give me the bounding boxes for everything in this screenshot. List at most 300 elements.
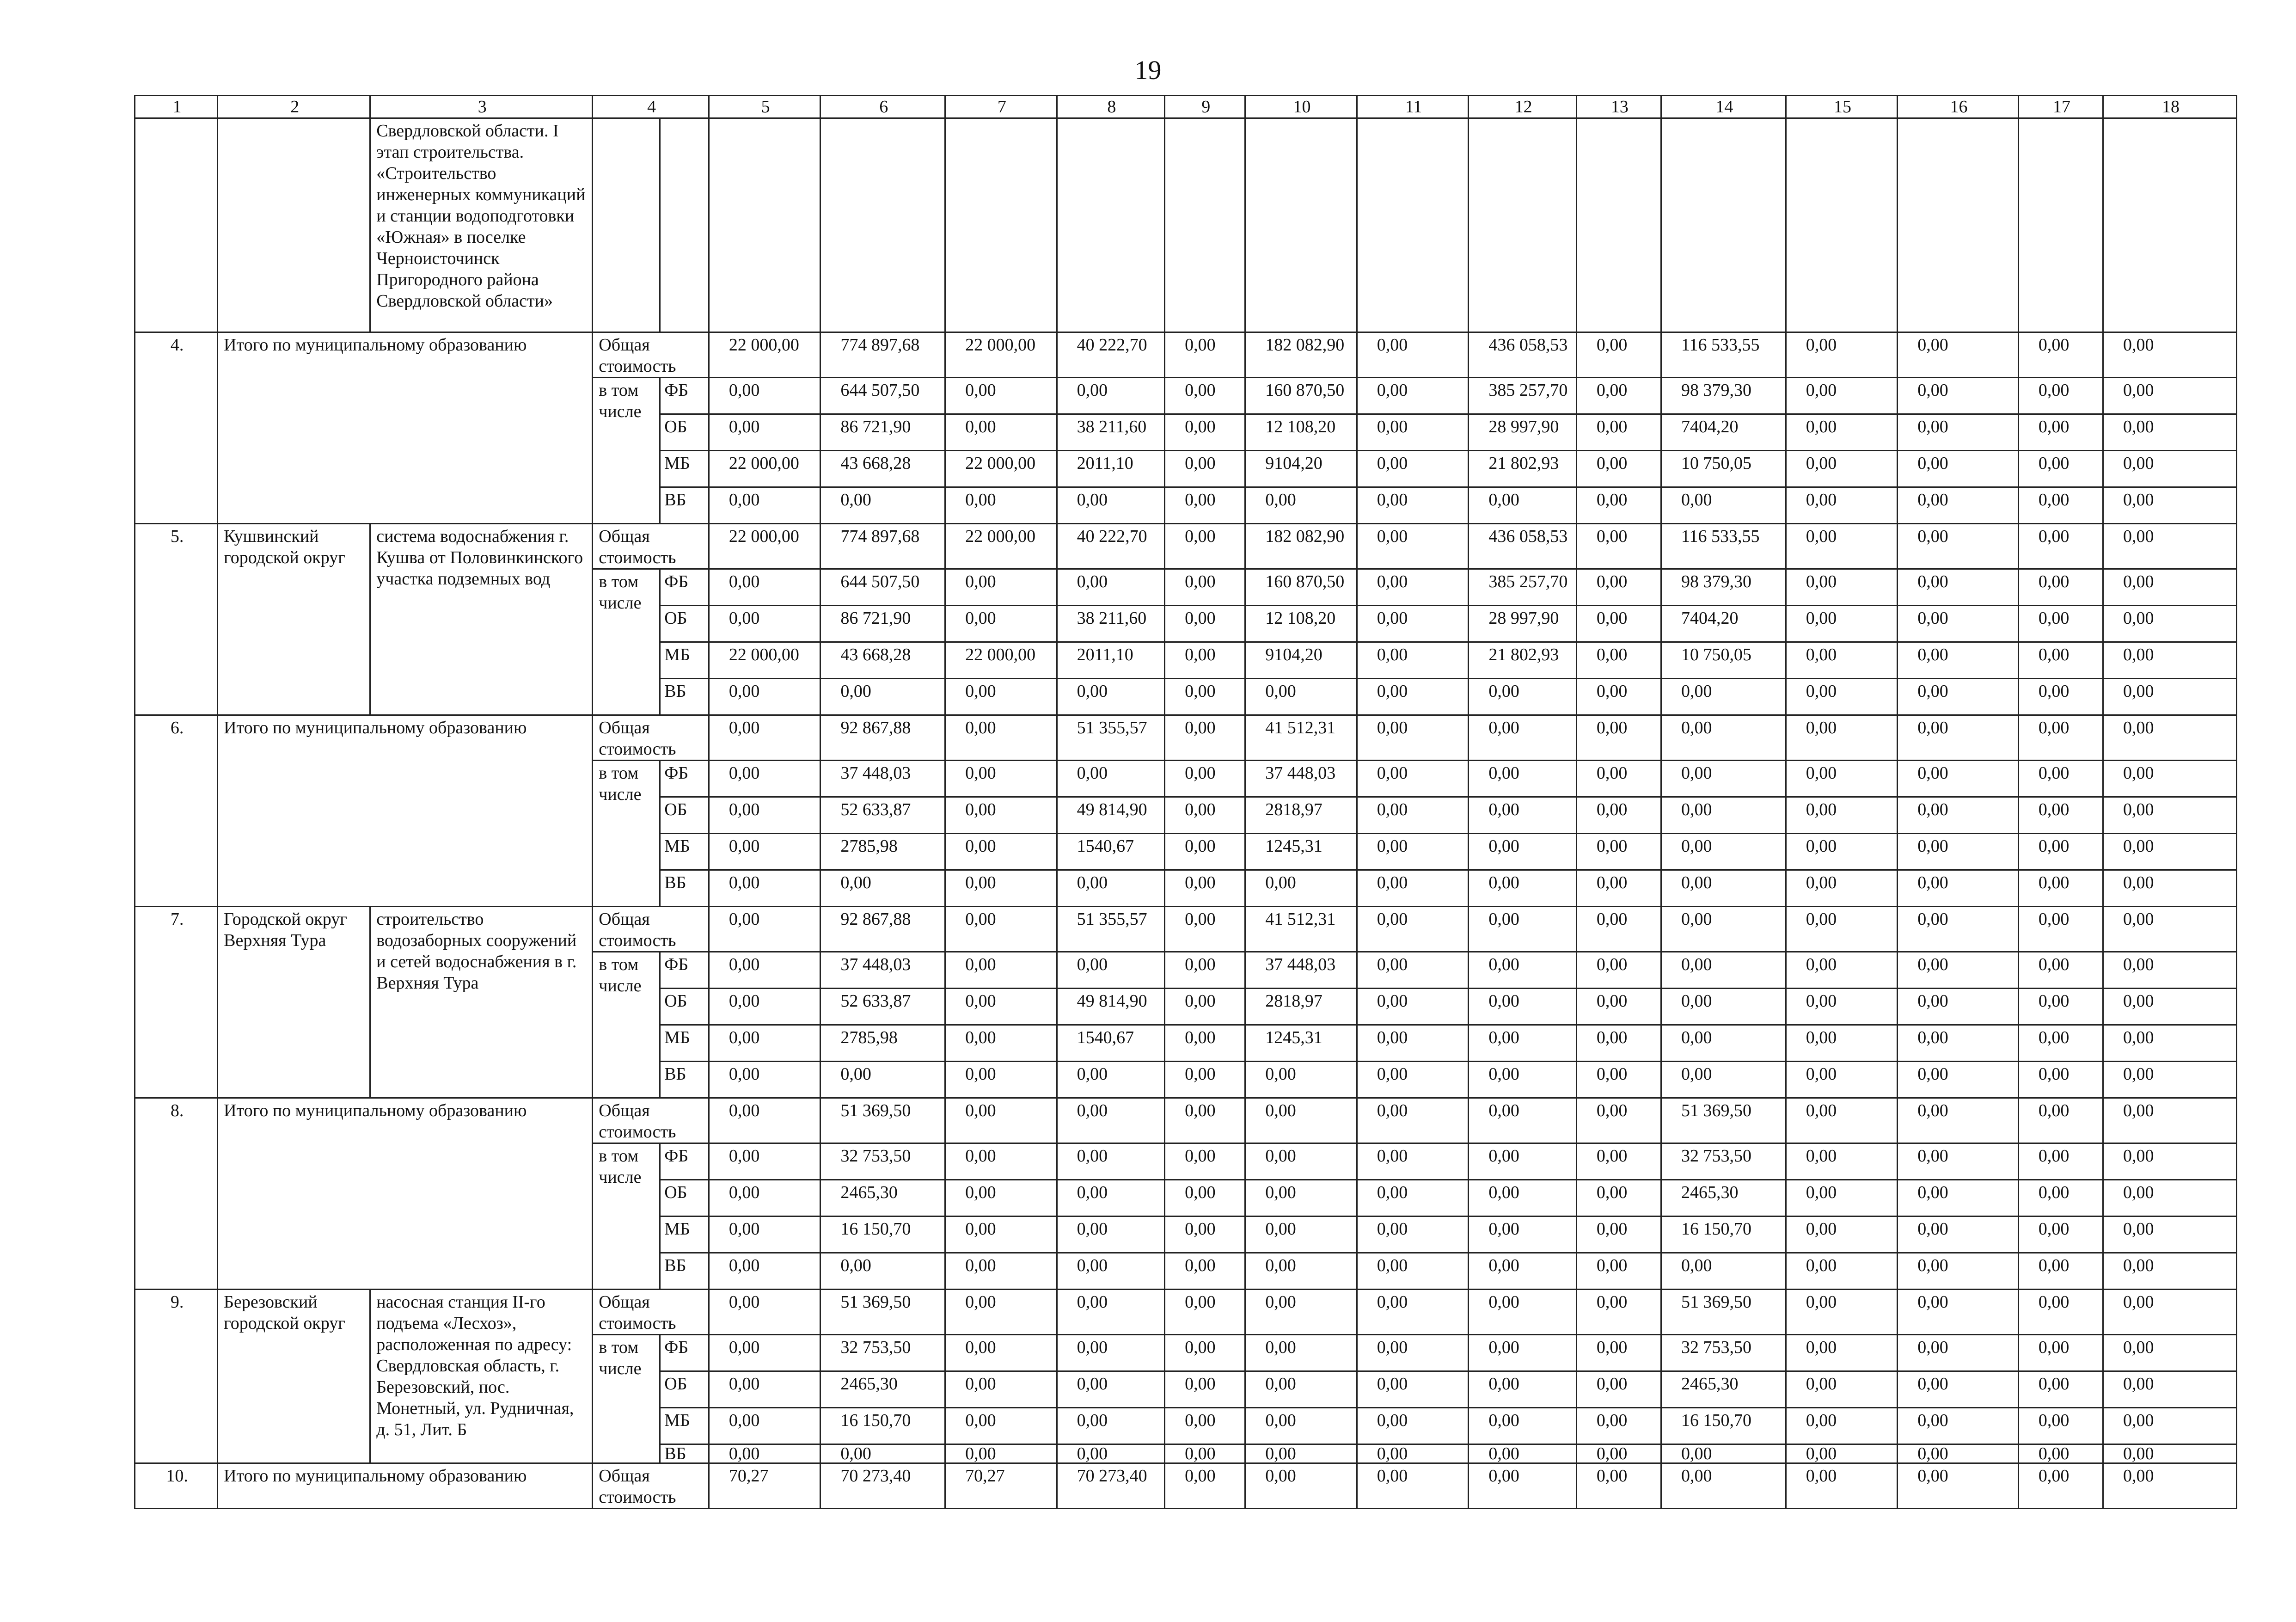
value-cell: 0,00 <box>1057 1062 1164 1098</box>
value-cell: 0,00 <box>1057 378 1164 414</box>
value-cell: 0,00 <box>2018 1025 2103 1062</box>
value-cell <box>2103 118 2237 332</box>
value-cell: 0,00 <box>709 1216 820 1253</box>
value-cell: 0,00 <box>1357 870 1469 907</box>
value-cell: 0,00 <box>709 989 820 1025</box>
value-cell: 1245,31 <box>1245 834 1357 870</box>
column-header: 7 <box>945 96 1057 118</box>
value-cell: 0,00 <box>2018 797 2103 834</box>
value-cell: 0,00 <box>2018 642 2103 679</box>
value-cell: 0,00 <box>1357 642 1469 679</box>
value-cell: 0,00 <box>2018 451 2103 487</box>
object-name: система водоснабжения г. Кушва от Половинкинского участка подземных вод <box>370 524 593 715</box>
value-cell: 0,00 <box>1576 642 1661 679</box>
column-header: 6 <box>820 96 945 118</box>
value-cell: 0,00 <box>1786 606 1898 642</box>
value-cell: 43 668,28 <box>820 642 945 679</box>
value-cell: 32 753,50 <box>1661 1143 1786 1180</box>
column-header: 13 <box>1576 96 1661 118</box>
value-cell: 70,27 <box>945 1463 1057 1509</box>
value-cell: 0,00 <box>1661 1253 1786 1290</box>
value-cell: 0,00 <box>1576 1216 1661 1253</box>
value-cell: 0,00 <box>1898 1444 2019 1463</box>
value-cell: 49 814,90 <box>1057 989 1164 1025</box>
value-cell: 0,00 <box>1576 378 1661 414</box>
value-cell: 0,00 <box>1165 907 1245 952</box>
value-cell: 0,00 <box>1057 1444 1164 1463</box>
value-cell: 0,00 <box>1576 1025 1661 1062</box>
value-cell: 0,00 <box>945 1216 1057 1253</box>
value-cell: 0,00 <box>1245 1444 1357 1463</box>
value-cell: 0,00 <box>2018 1062 2103 1098</box>
value-cell: 160 870,50 <box>1245 378 1357 414</box>
column-header: 14 <box>1661 96 1786 118</box>
value-cell: 86 721,90 <box>820 606 945 642</box>
value-cell: 38 211,60 <box>1057 414 1164 451</box>
value-cell: 0,00 <box>1898 761 2019 797</box>
value-cell: 0,00 <box>1576 797 1661 834</box>
value-cell: 0,00 <box>1357 952 1469 989</box>
value-cell: 0,00 <box>1057 1253 1164 1290</box>
value-cell: 0,00 <box>1357 1025 1469 1062</box>
value-cell: 0,00 <box>1786 907 1898 952</box>
value-cell: 0,00 <box>2103 1335 2237 1371</box>
value-cell: 0,00 <box>820 1253 945 1290</box>
column-header: 4 <box>593 96 709 118</box>
fund-label-ob: ОБ <box>660 606 709 642</box>
value-cell: 0,00 <box>1898 414 2019 451</box>
value-cell: 0,00 <box>1786 761 1898 797</box>
value-cell: 0,00 <box>2103 1180 2237 1216</box>
value-cell: 0,00 <box>2018 715 2103 761</box>
value-cell: 0,00 <box>945 1444 1057 1463</box>
value-cell: 0,00 <box>1576 569 1661 606</box>
value-cell: 22 000,00 <box>709 642 820 679</box>
value-cell: 0,00 <box>1165 606 1245 642</box>
value-cell: 0,00 <box>1661 679 1786 715</box>
value-cell: 0,00 <box>1786 524 1898 569</box>
value-cell: 0,00 <box>1661 870 1786 907</box>
value-cell: 0,00 <box>1576 834 1661 870</box>
value-cell: 0,00 <box>1469 679 1576 715</box>
value-cell: 385 257,70 <box>1469 378 1576 414</box>
value-cell: 0,00 <box>1469 1444 1576 1463</box>
value-cell: 0,00 <box>1898 451 2019 487</box>
value-cell: 1540,67 <box>1057 834 1164 870</box>
value-cell: 0,00 <box>2018 1408 2103 1444</box>
fund-label-mb: МБ <box>660 834 709 870</box>
value-cell: 0,00 <box>945 378 1057 414</box>
value-cell: 0,00 <box>709 870 820 907</box>
value-cell: 0,00 <box>1576 715 1661 761</box>
fund-label-fb: ФБ <box>660 378 709 414</box>
value-cell: 0,00 <box>1057 1335 1164 1371</box>
value-cell: 37 448,03 <box>1245 952 1357 989</box>
value-cell: 0,00 <box>1576 487 1661 524</box>
value-cell: 0,00 <box>1786 1098 1898 1143</box>
value-cell: 0,00 <box>709 569 820 606</box>
value-cell: 0,00 <box>1165 834 1245 870</box>
value-cell: 43 668,28 <box>820 451 945 487</box>
value-cell: 0,00 <box>1165 1290 1245 1335</box>
value-cell: 16 150,70 <box>820 1216 945 1253</box>
value-cell: 0,00 <box>945 797 1057 834</box>
value-cell: 0,00 <box>1357 414 1469 451</box>
continuation-row <box>135 118 2237 332</box>
value-cell: 0,00 <box>1357 761 1469 797</box>
value-cell: 0,00 <box>1357 1290 1469 1335</box>
value-cell: 0,00 <box>1786 487 1898 524</box>
value-cell: 0,00 <box>1576 1290 1661 1335</box>
value-cell: 0,00 <box>2018 524 2103 569</box>
value-cell: 0,00 <box>1057 1371 1164 1408</box>
value-cell: 0,00 <box>945 1290 1057 1335</box>
fund-label-vb: ВБ <box>660 870 709 907</box>
value-cell <box>1469 118 1576 332</box>
value-cell: 0,00 <box>2103 1444 2237 1463</box>
value-cell: 0,00 <box>1057 569 1164 606</box>
value-cell: 0,00 <box>2018 679 2103 715</box>
value-cell: 0,00 <box>2103 989 2237 1025</box>
value-cell: 0,00 <box>1576 907 1661 952</box>
fund-label-mb: МБ <box>660 1408 709 1444</box>
value-cell: 0,00 <box>1357 679 1469 715</box>
value-cell: 0,00 <box>1661 1463 1786 1509</box>
value-cell: 0,00 <box>945 907 1057 952</box>
value-cell: 0,00 <box>945 569 1057 606</box>
value-cell: 0,00 <box>709 797 820 834</box>
value-cell: 0,00 <box>1576 1371 1661 1408</box>
value-cell: 9104,20 <box>1245 642 1357 679</box>
table-row <box>135 1098 2237 1143</box>
value-cell: 0,00 <box>1357 1253 1469 1290</box>
value-cell: 0,00 <box>1661 907 1786 952</box>
value-cell: 0,00 <box>1661 1025 1786 1062</box>
value-cell: 0,00 <box>1057 761 1164 797</box>
value-cell: 0,00 <box>1469 487 1576 524</box>
value-cell: 0,00 <box>2018 487 2103 524</box>
value-cell: 28 997,90 <box>1469 606 1576 642</box>
value-cell: 644 507,50 <box>820 569 945 606</box>
value-cell: 0,00 <box>2103 1290 2237 1335</box>
value-cell: 0,00 <box>945 952 1057 989</box>
value-cell: 0,00 <box>1786 1444 1898 1463</box>
value-cell: 0,00 <box>1898 1216 2019 1253</box>
value-cell: 0,00 <box>1165 1253 1245 1290</box>
table-row <box>135 524 2237 569</box>
value-cell: 12 108,20 <box>1245 606 1357 642</box>
value-cell <box>1165 118 1245 332</box>
value-cell: 0,00 <box>1245 1143 1357 1180</box>
value-cell <box>1576 118 1661 332</box>
value-cell: 9104,20 <box>1245 451 1357 487</box>
value-cell: 0,00 <box>945 1408 1057 1444</box>
value-cell: 0,00 <box>709 715 820 761</box>
value-cell: 0,00 <box>1357 1463 1469 1509</box>
fund-label-mb: МБ <box>660 451 709 487</box>
municipality-total-label: Итого по муниципальному образованию <box>218 332 593 524</box>
value-cell: 0,00 <box>945 834 1057 870</box>
value-cell: 0,00 <box>709 1025 820 1062</box>
fund-label-vb: ВБ <box>660 1444 709 1463</box>
value-cell: 2785,98 <box>820 1025 945 1062</box>
value-cell: 41 512,31 <box>1245 907 1357 952</box>
value-cell: 0,00 <box>1165 414 1245 451</box>
value-cell: 0,00 <box>1357 1062 1469 1098</box>
value-cell: 0,00 <box>1165 524 1245 569</box>
value-cell: 22 000,00 <box>945 524 1057 569</box>
value-cell: 0,00 <box>945 870 1057 907</box>
total-cost-label: Общая стоимость <box>593 1290 709 1335</box>
value-cell: 0,00 <box>2103 1371 2237 1408</box>
value-cell: 0,00 <box>1898 1371 2019 1408</box>
row-number-cell <box>135 118 218 332</box>
value-cell: 0,00 <box>1898 715 2019 761</box>
value-cell: 32 753,50 <box>820 1143 945 1180</box>
value-cell: 0,00 <box>1245 1371 1357 1408</box>
value-cell: 0,00 <box>1576 1098 1661 1143</box>
value-cell: 0,00 <box>1786 715 1898 761</box>
value-cell: 0,00 <box>1898 1463 2019 1509</box>
value-cell <box>1661 118 1786 332</box>
value-cell: 0,00 <box>1357 606 1469 642</box>
value-cell: 182 082,90 <box>1245 332 1357 378</box>
value-cell: 0,00 <box>945 1098 1057 1143</box>
value-cell: 0,00 <box>1357 1098 1469 1143</box>
value-cell: 0,00 <box>1576 679 1661 715</box>
value-cell: 0,00 <box>1357 332 1469 378</box>
value-cell: 0,00 <box>1165 679 1245 715</box>
value-cell: 0,00 <box>709 907 820 952</box>
value-cell: 0,00 <box>1469 1408 1576 1444</box>
value-cell: 0,00 <box>1245 1098 1357 1143</box>
value-cell: 0,00 <box>1898 524 2019 569</box>
column-header: 18 <box>2103 96 2237 118</box>
value-cell: 0,00 <box>1898 569 2019 606</box>
value-cell: 644 507,50 <box>820 378 945 414</box>
value-cell: 0,00 <box>2103 414 2237 451</box>
value-cell: 436 058,53 <box>1469 332 1576 378</box>
fund-label-vb: ВБ <box>660 487 709 524</box>
value-cell: 0,00 <box>1165 1180 1245 1216</box>
value-cell: 22 000,00 <box>945 332 1057 378</box>
fund-label-ob: ОБ <box>660 989 709 1025</box>
value-cell: 436 058,53 <box>1469 524 1576 569</box>
value-cell: 0,00 <box>2103 524 2237 569</box>
value-cell: 0,00 <box>1245 1408 1357 1444</box>
value-cell: 0,00 <box>1786 451 1898 487</box>
value-cell: 0,00 <box>1245 1335 1357 1371</box>
value-cell: 0,00 <box>1165 952 1245 989</box>
value-cell: 774 897,68 <box>820 332 945 378</box>
value-cell: 0,00 <box>1469 1098 1576 1143</box>
fund-label-ob: ОБ <box>660 797 709 834</box>
value-cell: 0,00 <box>945 715 1057 761</box>
value-cell: 0,00 <box>709 1335 820 1371</box>
table-row <box>135 1463 2237 1509</box>
value-cell: 0,00 <box>1469 1290 1576 1335</box>
fund-label-ob: ОБ <box>660 1371 709 1408</box>
value-cell: 0,00 <box>2018 952 2103 989</box>
value-cell: 0,00 <box>1165 870 1245 907</box>
value-cell: 0,00 <box>1165 642 1245 679</box>
value-cell: 0,00 <box>945 487 1057 524</box>
fund-label-vb: ВБ <box>660 1253 709 1290</box>
value-cell: 0,00 <box>709 1062 820 1098</box>
total-cost-label: Общая стоимость <box>593 907 709 952</box>
column-header: 12 <box>1469 96 1576 118</box>
value-cell: 0,00 <box>1057 1216 1164 1253</box>
value-cell: 2785,98 <box>820 834 945 870</box>
value-cell: 0,00 <box>1057 1143 1164 1180</box>
value-cell: 49 814,90 <box>1057 797 1164 834</box>
value-cell: 0,00 <box>1661 1062 1786 1098</box>
total-cost-label: Общая стоимость <box>593 524 709 569</box>
value-cell: 0,00 <box>945 414 1057 451</box>
value-cell: 0,00 <box>1245 487 1357 524</box>
value-cell: 0,00 <box>709 606 820 642</box>
value-cell: 0,00 <box>1898 907 2019 952</box>
value-cell: 0,00 <box>1165 1098 1245 1143</box>
value-cell: 1245,31 <box>1245 1025 1357 1062</box>
value-cell: 7404,20 <box>1661 606 1786 642</box>
value-cell: 0,00 <box>2103 761 2237 797</box>
value-cell: 0,00 <box>1245 1463 1357 1509</box>
value-cell: 92 867,88 <box>820 715 945 761</box>
object-name: насосная станция II-го подъема «Лесхоз», расположенная по адресу: Свердловская область, г. Березовский, пос. Монетный, ул. Рудничная, д. 51, Лит. Б <box>370 1290 593 1463</box>
column-header: 15 <box>1786 96 1898 118</box>
value-cell: 0,00 <box>1786 1253 1898 1290</box>
value-cell: 0,00 <box>1576 1408 1661 1444</box>
value-cell: 0,00 <box>709 1143 820 1180</box>
value-cell: 0,00 <box>1357 1143 1469 1180</box>
value-cell: 0,00 <box>1786 1143 1898 1180</box>
value-cell: 0,00 <box>1661 487 1786 524</box>
value-cell: 1540,67 <box>1057 1025 1164 1062</box>
value-cell: 52 633,87 <box>820 989 945 1025</box>
value-cell: 0,00 <box>1165 378 1245 414</box>
value-cell: 0,00 <box>2018 1216 2103 1253</box>
municipality-name: Городской округ Верхняя Тура <box>218 907 370 1098</box>
value-cell: 2465,30 <box>1661 1180 1786 1216</box>
value-cell: 0,00 <box>709 952 820 989</box>
row-number: 9. <box>135 1290 218 1463</box>
value-cell: 0,00 <box>1245 1062 1357 1098</box>
value-cell: 0,00 <box>1357 451 1469 487</box>
value-cell: 0,00 <box>1786 1371 1898 1408</box>
value-cell: 2465,30 <box>820 1371 945 1408</box>
value-cell: 70 273,40 <box>1057 1463 1164 1509</box>
value-cell: 0,00 <box>1165 1062 1245 1098</box>
value-cell: 0,00 <box>1057 1290 1164 1335</box>
column-header: 8 <box>1057 96 1164 118</box>
value-cell: 0,00 <box>2018 1143 2103 1180</box>
value-cell: 0,00 <box>709 1444 820 1463</box>
value-cell: 0,00 <box>1898 1335 2019 1371</box>
value-cell: 7404,20 <box>1661 414 1786 451</box>
value-cell: 0,00 <box>1357 1408 1469 1444</box>
value-cell <box>1898 118 2019 332</box>
value-cell <box>2018 118 2103 332</box>
value-cell: 0,00 <box>2103 606 2237 642</box>
value-cell: 0,00 <box>2018 907 2103 952</box>
value-cell: 98 379,30 <box>1661 378 1786 414</box>
value-cell: 0,00 <box>1057 1408 1164 1444</box>
value-cell: 0,00 <box>945 1335 1057 1371</box>
including-label: в том числе <box>593 1143 660 1290</box>
value-cell: 0,00 <box>1898 332 2019 378</box>
value-cell: 51 369,50 <box>820 1098 945 1143</box>
value-cell: 0,00 <box>1898 1253 2019 1290</box>
value-cell: 0,00 <box>1165 1371 1245 1408</box>
value-cell: 0,00 <box>1469 907 1576 952</box>
value-cell: 0,00 <box>1469 1180 1576 1216</box>
value-cell: 0,00 <box>2103 952 2237 989</box>
value-cell: 51 355,57 <box>1057 907 1164 952</box>
value-cell <box>1786 118 1898 332</box>
value-cell: 37 448,03 <box>1245 761 1357 797</box>
value-cell: 774 897,68 <box>820 524 945 569</box>
value-cell: 0,00 <box>1661 761 1786 797</box>
value-cell: 0,00 <box>1357 1444 1469 1463</box>
value-cell: 0,00 <box>2103 1216 2237 1253</box>
value-cell: 0,00 <box>1165 797 1245 834</box>
fund-label-vb: ВБ <box>660 1062 709 1098</box>
column-header: 1 <box>135 96 218 118</box>
value-cell: 0,00 <box>1357 524 1469 569</box>
value-cell: 0,00 <box>1245 1180 1357 1216</box>
value-cell: 0,00 <box>2018 1180 2103 1216</box>
value-cell: 0,00 <box>1165 715 1245 761</box>
value-cell: 2818,97 <box>1245 989 1357 1025</box>
value-cell: 2465,30 <box>1661 1371 1786 1408</box>
value-cell: 0,00 <box>1576 989 1661 1025</box>
value-cell: 0,00 <box>820 870 945 907</box>
value-cell: 0,00 <box>2103 487 2237 524</box>
value-cell: 0,00 <box>2103 1408 2237 1444</box>
value-cell: 0,00 <box>1661 989 1786 1025</box>
column-header: 5 <box>709 96 820 118</box>
value-cell: 2011,10 <box>1057 642 1164 679</box>
value-cell: 0,00 <box>709 414 820 451</box>
table-row <box>135 907 2237 952</box>
value-cell: 22 000,00 <box>709 332 820 378</box>
value-cell: 0,00 <box>1786 1180 1898 1216</box>
value-cell: 0,00 <box>1786 989 1898 1025</box>
value-cell: 22 000,00 <box>709 524 820 569</box>
value-cell: 70 273,40 <box>820 1463 945 1509</box>
value-cell: 0,00 <box>945 989 1057 1025</box>
value-cell: 0,00 <box>1576 606 1661 642</box>
value-cell: 0,00 <box>1469 715 1576 761</box>
row-number: 7. <box>135 907 218 1098</box>
value-cell: 0,00 <box>1357 834 1469 870</box>
value-cell: 0,00 <box>1165 1444 1245 1463</box>
value-cell: 0,00 <box>1786 1408 1898 1444</box>
including-label: в том числе <box>593 761 660 907</box>
value-cell: 0,00 <box>2018 989 2103 1025</box>
value-cell: 0,00 <box>1469 1025 1576 1062</box>
fund-label-fb: ФБ <box>660 569 709 606</box>
value-cell: 0,00 <box>2018 870 2103 907</box>
value-cell: 0,00 <box>1786 679 1898 715</box>
value-cell: 0,00 <box>2018 1371 2103 1408</box>
including-label: в том числе <box>593 1335 660 1463</box>
value-cell: 0,00 <box>1898 1143 2019 1180</box>
value-cell: 0,00 <box>1165 569 1245 606</box>
municipality-name: Кушвинский городской округ <box>218 524 370 715</box>
fund-label-mb: МБ <box>660 1025 709 1062</box>
